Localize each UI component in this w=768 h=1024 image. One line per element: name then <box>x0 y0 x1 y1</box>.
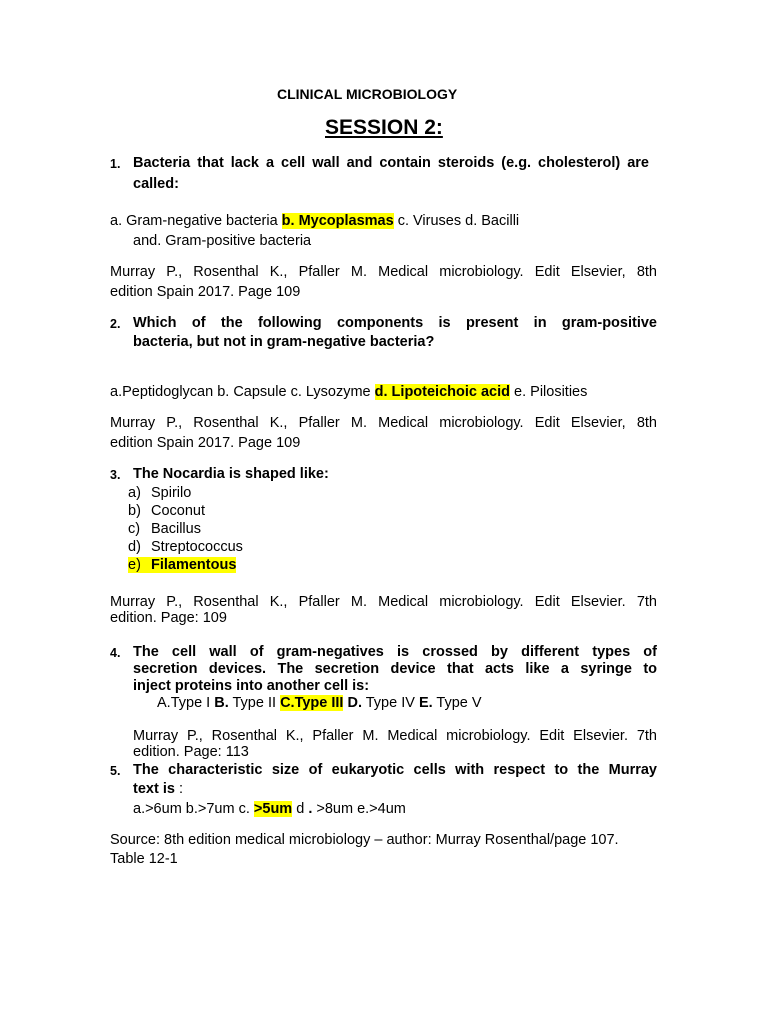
reference-text: edition. Page: 109 <box>110 610 227 626</box>
option-text: a.>6um b.>7um c. <box>133 801 254 817</box>
question-number: 2. <box>110 317 121 331</box>
option-letter: a) <box>128 485 141 501</box>
question-text: Bacteria that lack a cell wall and contain steroids (e.g. cholesterol) are <box>133 155 649 171</box>
correct-answer: >5um <box>253 801 293 817</box>
answer-options <box>110 384 587 400</box>
question-number: 4. <box>110 646 121 660</box>
session-heading: SESSION 2: <box>325 116 443 139</box>
option-text: Type II <box>228 695 281 711</box>
source-text: Table 12-1 <box>110 851 178 867</box>
correct-answer: b. Mycoplasmas <box>281 213 394 229</box>
option-text: Spirilo <box>151 485 192 501</box>
option-text: c. Viruses d. Bacilli <box>393 213 520 229</box>
reference-text: edition Spain 2017. Page 109 <box>110 284 301 300</box>
answer-options <box>110 213 519 229</box>
question-text: secretion devices. The secretion device that acts like a syringe to <box>133 661 657 677</box>
option-letter: c) <box>128 521 141 537</box>
option-text: A.Type I <box>157 695 215 711</box>
list-item <box>128 485 191 501</box>
option-text: d <box>292 801 305 817</box>
correct-answer: C.Type III <box>280 695 344 711</box>
list-item <box>128 521 201 537</box>
reference-text: Murray P., Rosenthal K., Pfaller M. Medical microbiology. Edit Elsevier, 8th <box>110 415 657 431</box>
option-text: Filamentous <box>151 557 237 573</box>
option-text: e. Pilosities <box>510 384 588 400</box>
option-text: a. Gram-negative bacteria <box>110 213 282 229</box>
question-number: 1. <box>110 157 121 171</box>
question-text-bold: text is <box>133 781 175 797</box>
source-text: Source: 8th edition medical microbiology – author: Murray Rosenthal/page 107. <box>110 832 619 848</box>
option-letter: d) <box>128 539 141 555</box>
option-text: >8um e.>4um <box>312 801 406 817</box>
reference-text: Murray P., Rosenthal K., Pfaller M. Medical microbiology. Edit Elsevier. 7th <box>110 594 657 610</box>
question-number: 3. <box>110 468 121 482</box>
option-dot: . <box>304 801 313 817</box>
answer-options <box>157 695 482 711</box>
question-text: The Nocardia is shaped like: <box>133 466 329 482</box>
reference-text: edition. Page: 113 <box>133 744 249 760</box>
list-item <box>128 503 205 519</box>
question-text: Which of the following components is present in gram-positive <box>133 315 657 331</box>
document-title: CLINICAL MICROBIOLOGY <box>277 86 458 102</box>
option-text: Type V <box>432 695 482 711</box>
option-letter: E. <box>418 695 433 711</box>
reference-text: Murray P., Rosenthal K., Pfaller M. Medical microbiology. Edit Elsevier. 7th <box>133 728 657 744</box>
option-text: and. Gram-positive bacteria <box>133 233 312 249</box>
question-text: The cell wall of gram-negatives is crossed by different types of <box>133 644 657 660</box>
question-text: inject proteins into another cell is: <box>133 678 370 694</box>
option-letter: b) <box>128 503 141 519</box>
reference-text: Murray P., Rosenthal K., Pfaller M. Medical microbiology. Edit Elsevier, 8th <box>110 264 657 280</box>
question-number: 5. <box>110 764 121 778</box>
option-text: Bacillus <box>151 521 201 537</box>
option-letter: e) <box>128 557 141 573</box>
option-text: Type IV <box>361 695 419 711</box>
question-text: called: <box>133 176 179 192</box>
correct-answer: d. Lipoteichoic acid <box>374 384 510 400</box>
option-text: a.Peptidoglycan b. Capsule c. Lysozyme <box>110 384 375 400</box>
question-text-rest: : <box>174 781 183 797</box>
option-text: Streptococcus <box>151 539 243 555</box>
option-letter: B. <box>214 695 229 711</box>
option-text: Coconut <box>151 503 206 519</box>
question-text <box>133 781 183 797</box>
answer-options <box>133 801 406 817</box>
question-text: bacteria, but not in gram-negative bacteria? <box>133 334 435 350</box>
list-item <box>128 539 243 555</box>
correct-answer <box>128 557 236 573</box>
option-letter: D. <box>343 695 362 711</box>
reference-text: edition Spain 2017. Page 109 <box>110 435 301 451</box>
question-text: The characteristic size of eukaryotic cells with respect to the Murray <box>133 762 657 778</box>
